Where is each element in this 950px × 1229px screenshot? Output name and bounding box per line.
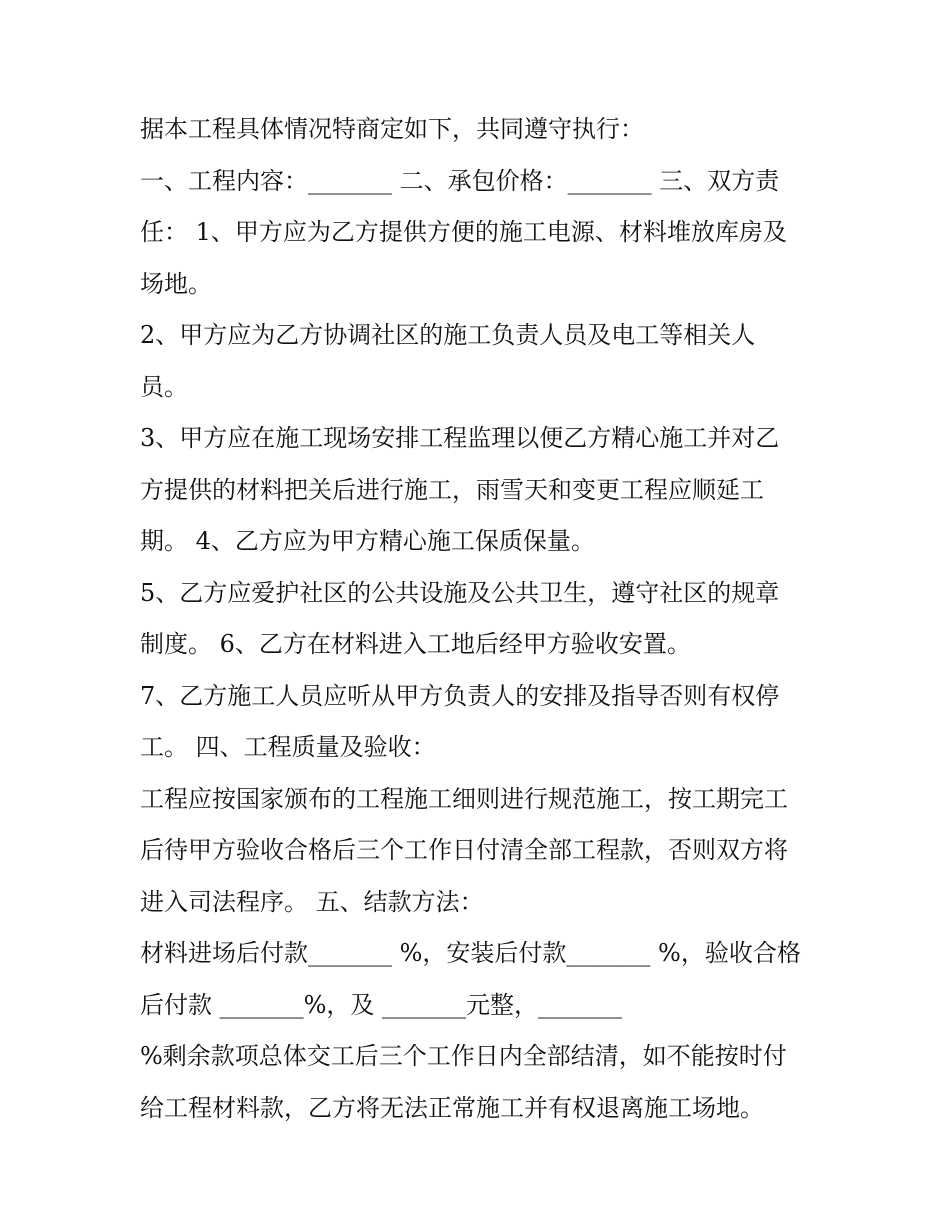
contract-text — [140, 104, 830, 1134]
text-line: 场地。 — [140, 269, 212, 298]
text-line: %剩余款项总体交工后三个工作日内全部结清，如不能按时付 — [140, 1042, 787, 1070]
text-line: 进入司法程序。 五、结款方法： — [140, 887, 484, 916]
text-line: 3、甲方应在施工现场安排工程监理以便乙方精心施工并对乙 — [140, 424, 780, 452]
text-line: 一、工程内容：_______ 二、承包价格：_______ 三、双方责 — [140, 166, 780, 195]
text-line: 任： 1、甲方应为乙方提供方便的施工电源、材料堆放库房及 — [140, 218, 787, 246]
text-line: 期。 4、乙方应为甲方精心施工保质保量。 — [140, 527, 595, 555]
text-line: 员。 — [140, 372, 188, 401]
text-line: 方提供的材料把关后进行施工，雨雪天和变更工程应顺延工 — [140, 475, 764, 504]
text-line: 材料进场后付款_______ %，安装后付款_______ %，验收合格 — [140, 939, 801, 967]
text-line: 5、乙方应爱护社区的公共设施及公共卫生，遵守社区的规章 — [140, 578, 780, 607]
text-line: 工。 四、工程质量及验收： — [140, 733, 436, 761]
text-line: 制度。 6、乙方在材料进入工地后经甲方验收安置。 — [140, 630, 691, 658]
text-line: 后待甲方验收合格后三个工作日付清全部工程款，否则双方将 — [140, 836, 788, 864]
text-line: 2、甲方应为乙方协调社区的施工负责人员及电工等相关人 — [140, 321, 756, 349]
text-line: 工程应按国家颁布的工程施工细则进行规范施工，按工期完工 — [140, 784, 788, 813]
text-line: 后付款 _______%，及 _______元整，_______ — [140, 990, 623, 1019]
text-line: 给工程材料款，乙方将无法正常施工并有权退离施工场地。 — [140, 1093, 764, 1122]
text-line: 据本工程具体情况特商定如下，共同遵守执行： — [140, 115, 644, 143]
text-line: 7、乙方施工人员应听从甲方负责人的安排及指导否则有权停 — [140, 681, 780, 710]
